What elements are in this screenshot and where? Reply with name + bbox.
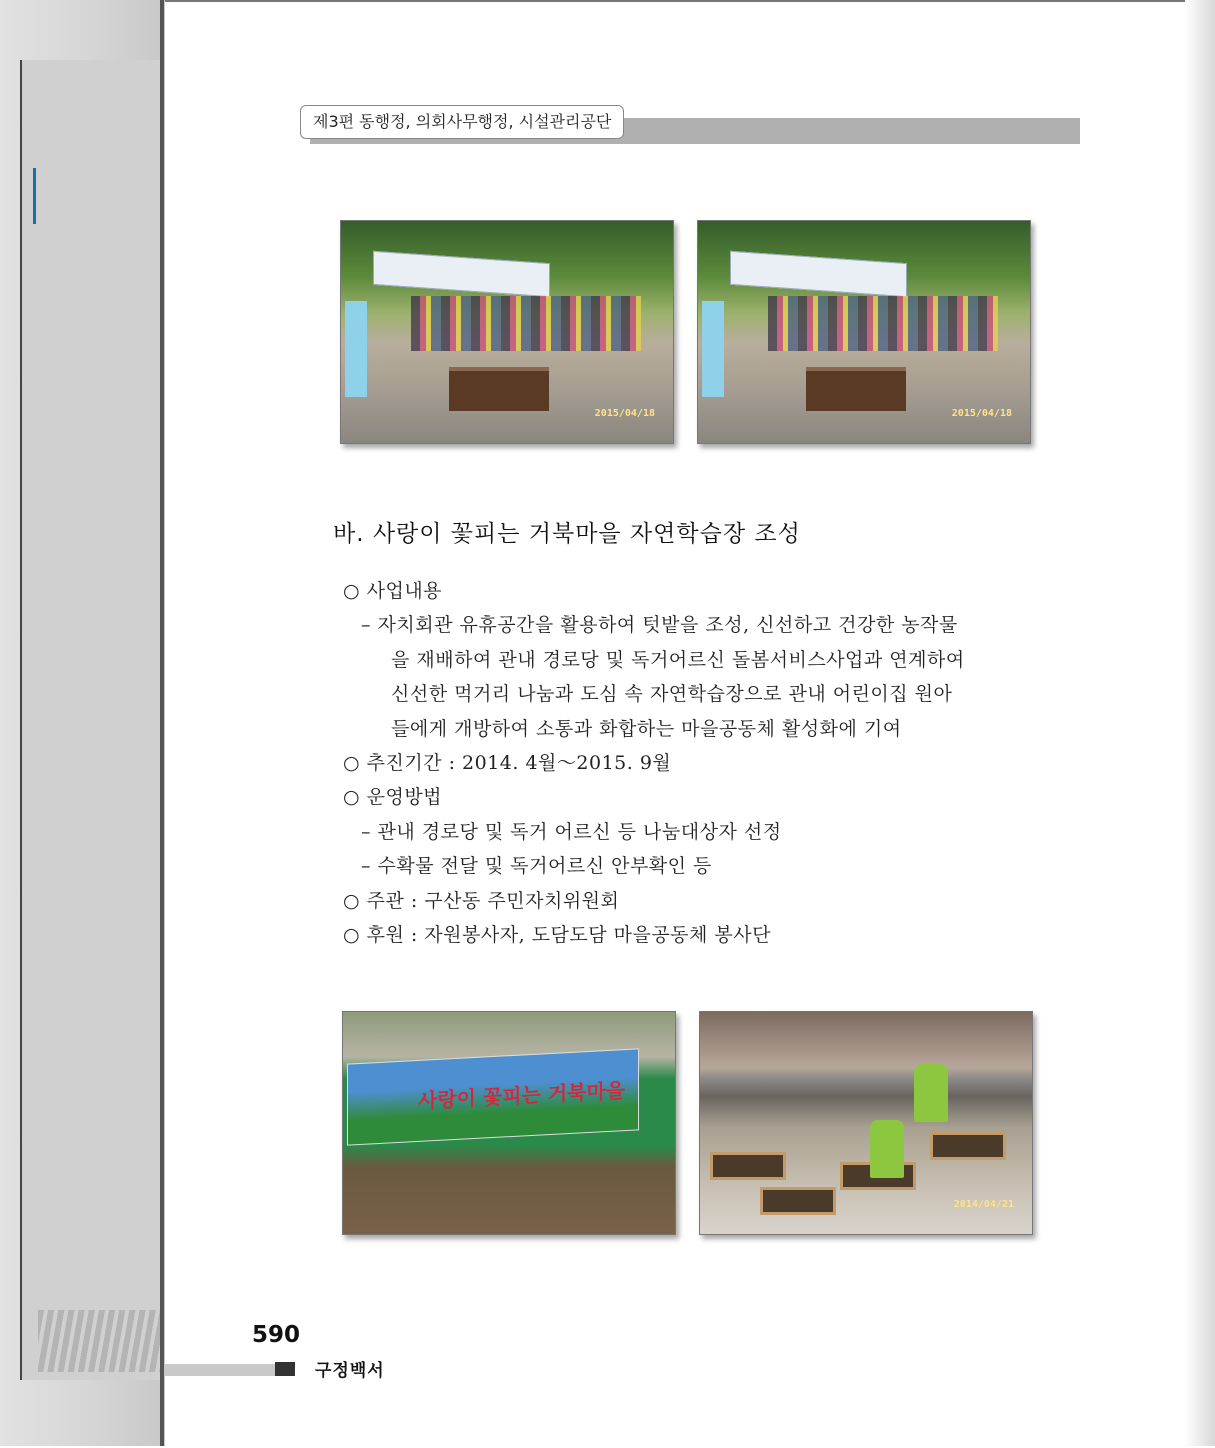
body-line: ○ 후원 : 자원봉사자, 도담도담 마을공동체 봉사단 (343, 923, 771, 946)
photo-flea-market-1 (340, 220, 674, 444)
body-line: ○ 사업내용 (343, 580, 443, 602)
body-line: ○ 추진기간 : 2014. 4월～2015. 9월 (343, 751, 672, 774)
garden-bed (710, 1152, 786, 1180)
body-line: 을 재배하여 관내 경로당 및 독거어르신 돌봄서비스사업과 연계하여 (391, 648, 965, 671)
chapter-header: 제3편 동행정, 의회사무행정, 시설관리공단 (300, 105, 624, 139)
page-shadow (1185, 0, 1215, 1446)
photo-garden-work (699, 1011, 1033, 1235)
photo-flea-market-2 (697, 220, 1031, 444)
photo-banner (730, 251, 907, 297)
photo-stand (345, 301, 367, 397)
photo-stand (702, 301, 724, 397)
body-line: ○ 주관 : 구산동 주민자치위원회 (343, 889, 620, 912)
garden-bed (760, 1187, 836, 1215)
photo-date: 2015/04/18 (951, 408, 1012, 419)
photo-date: 2014/04/21 (953, 1199, 1014, 1210)
body-line: – 수확물 전달 및 독거어르신 안부확인 등 (361, 855, 712, 878)
photo-garden-sign (342, 1011, 676, 1235)
book-title: 구정백서 (315, 1361, 385, 1381)
body-line: 들에게 개방하여 소통과 화합하는 마을공동체 활성화에 기여 (391, 717, 902, 740)
body-line: – 자치회관 유휴공간을 활용하여 텃밭을 조성, 신선하고 건강한 농작물 (361, 614, 958, 637)
section-body (343, 574, 1083, 952)
photo-date: 2015/04/18 (594, 408, 655, 419)
photo-sign-text: 사랑이 꽃피는 거북마을 (418, 1078, 626, 1113)
garden-bed (930, 1132, 1006, 1160)
spine-bookmark (33, 168, 36, 224)
photo-crowd (411, 296, 641, 351)
page-number: 590 (252, 1322, 301, 1348)
footer-bar (165, 1364, 275, 1376)
body-line: ○ 운영방법 (343, 786, 443, 809)
section-title: 바. 사랑이 꽃피는 거북마을 자연학습장 조성 (333, 521, 801, 547)
body-line: – 관내 경로당 및 독거 어르신 등 나눔대상자 선정 (361, 820, 782, 843)
gardener (914, 1064, 948, 1122)
photo-banner (373, 251, 550, 297)
photo-box (449, 367, 549, 411)
gardener (870, 1120, 904, 1178)
body-line: 신선한 먹거리 나눔과 도심 속 자연학습장으로 관내 어린이집 원아 (391, 683, 953, 706)
stacked-pages (20, 60, 164, 1380)
page-edges (38, 1310, 164, 1372)
photo-box (806, 367, 906, 411)
photo-crowd (768, 296, 998, 351)
spine-edge (160, 0, 164, 1446)
photo-sign (347, 1048, 639, 1145)
footer-block (275, 1362, 295, 1376)
